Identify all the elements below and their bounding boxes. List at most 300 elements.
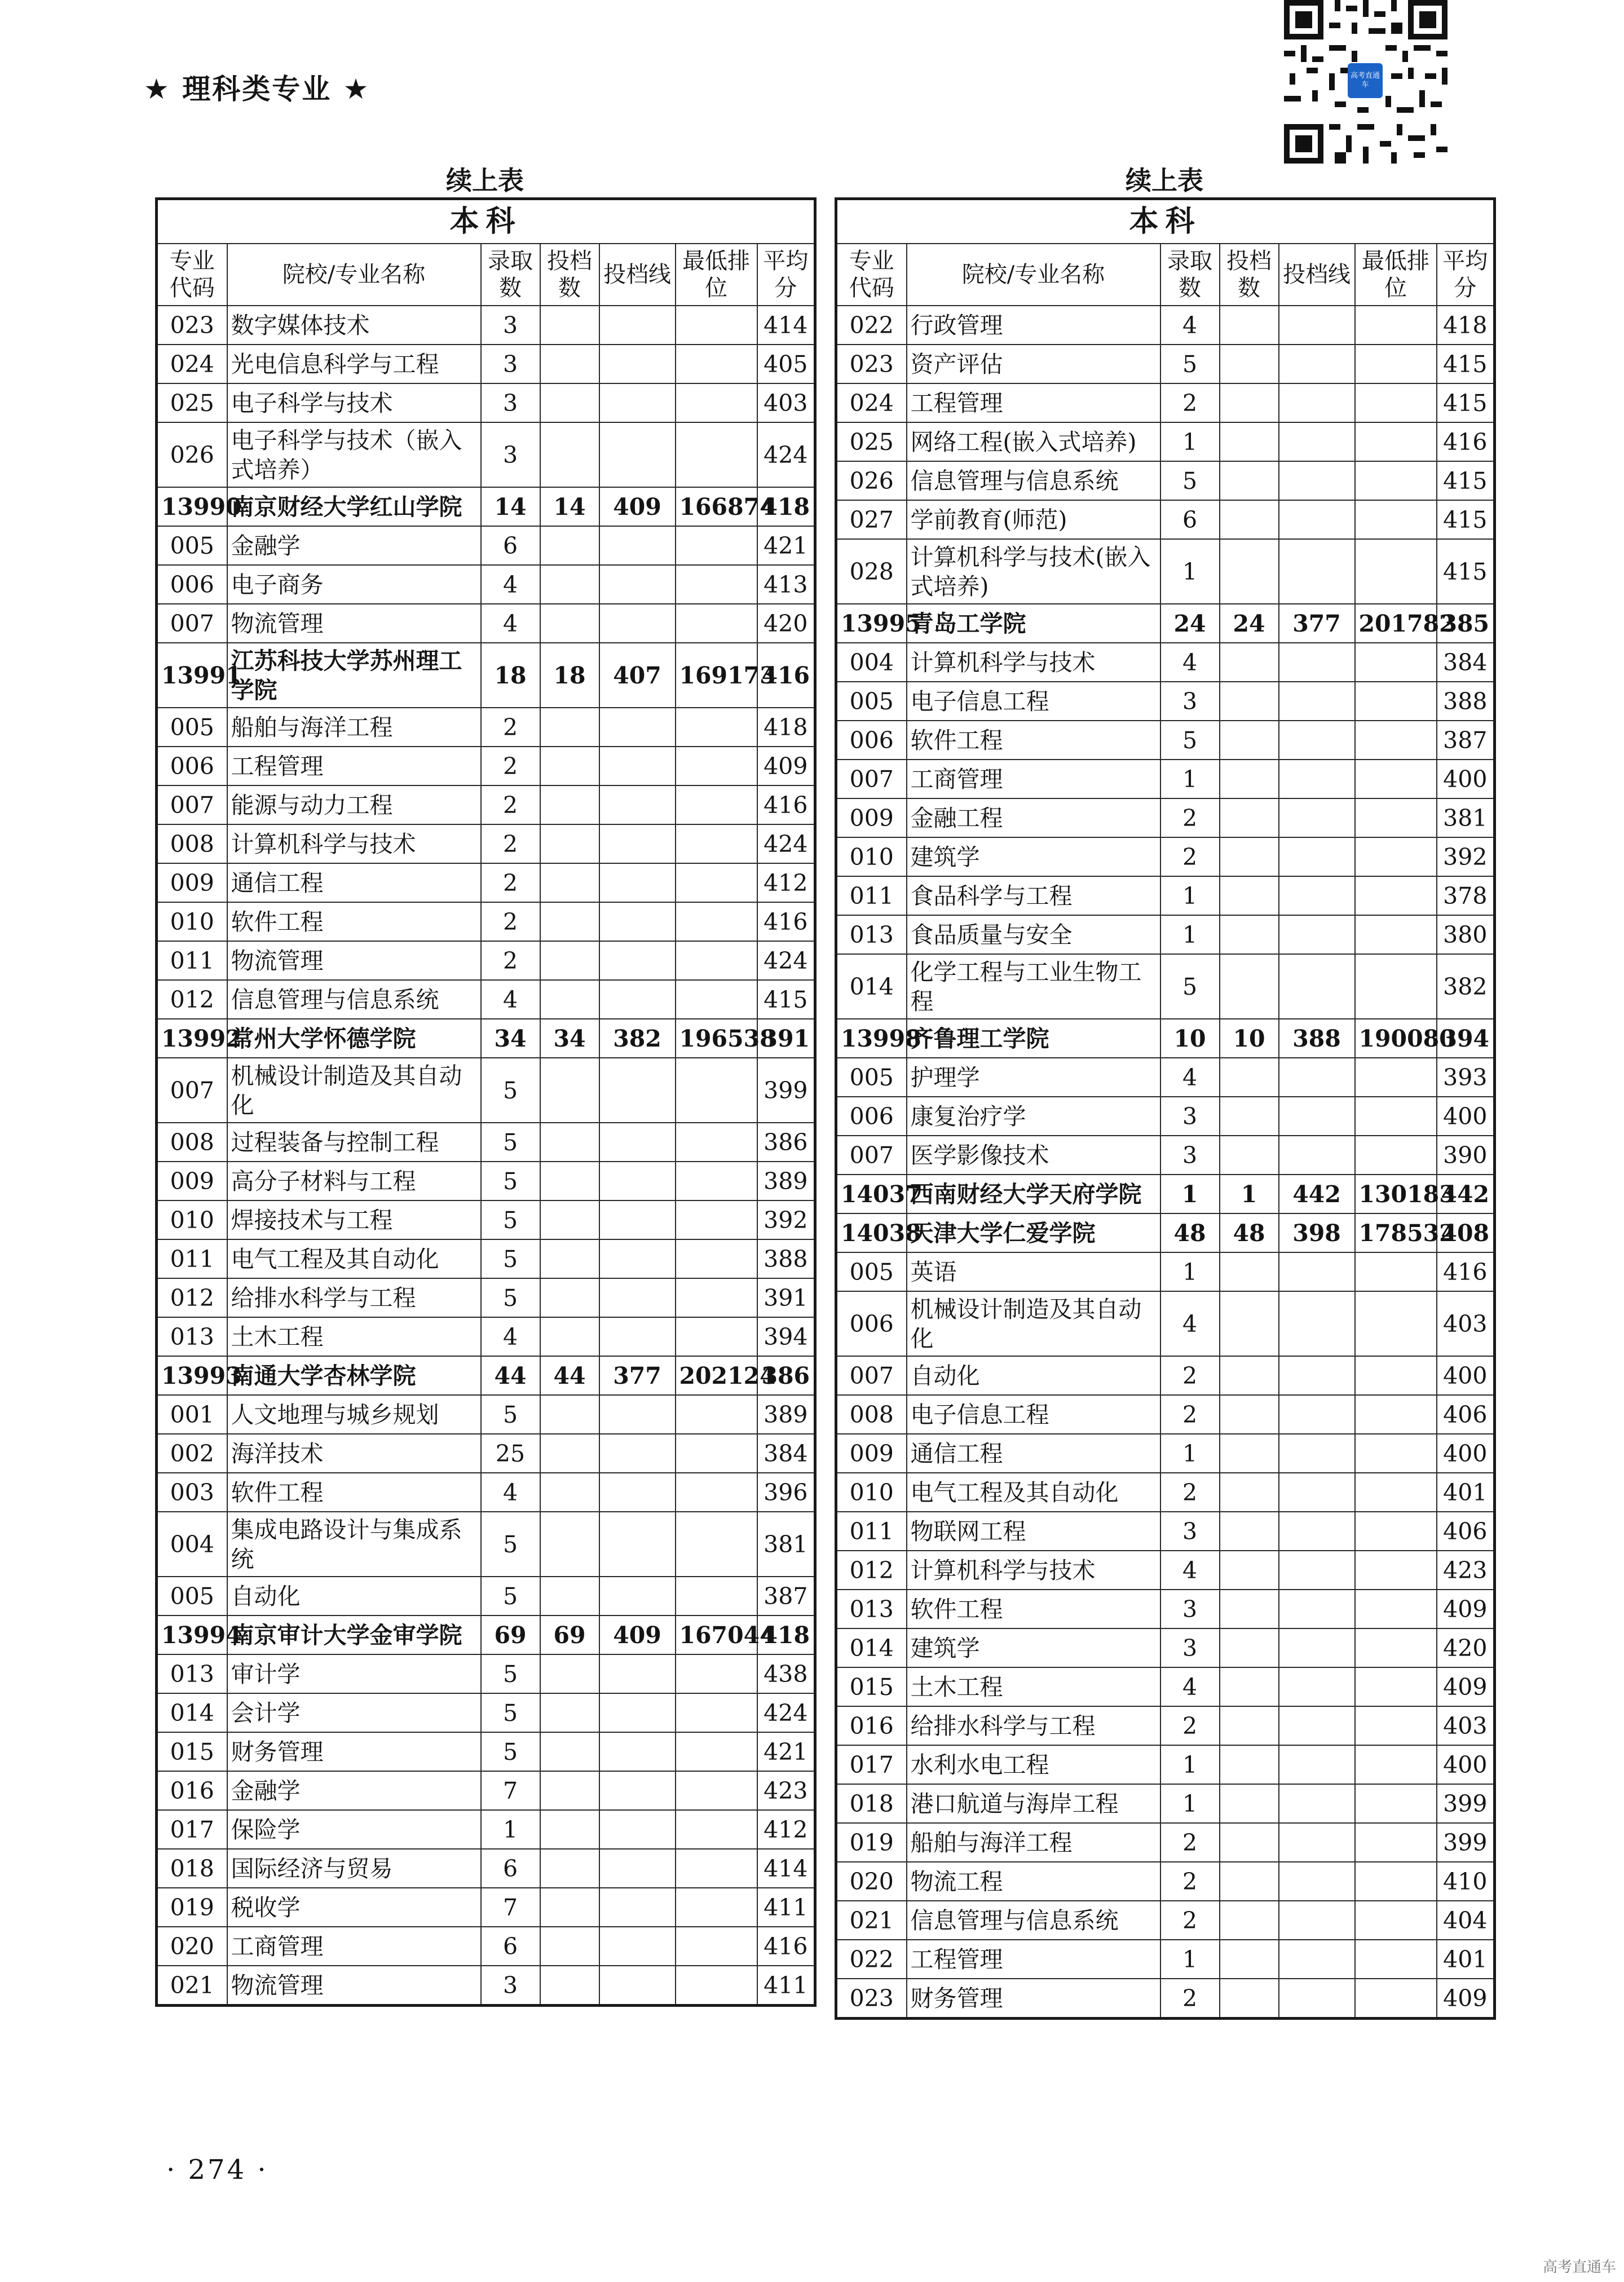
table-cell: 019 [836, 1823, 907, 1862]
col-header: 最低排位 [1355, 244, 1437, 306]
table-cell [1220, 1058, 1279, 1097]
table-cell: 415 [1437, 383, 1495, 422]
table-cell [540, 526, 599, 565]
table-cell [1220, 1823, 1279, 1862]
table-cell [1355, 383, 1437, 422]
table-cell: 金融学 [227, 1771, 481, 1810]
table-cell: 4 [1160, 1551, 1220, 1590]
table-cell: 384 [1437, 643, 1495, 682]
table-cell: 202124 [676, 1356, 757, 1395]
table-cell: 4 [1160, 1291, 1220, 1356]
table-cell [1220, 539, 1279, 604]
table-cell: 1 [1160, 422, 1220, 461]
table-cell [599, 747, 676, 785]
table-cell [599, 1058, 676, 1123]
table-cell: 税收学 [227, 1888, 481, 1927]
table-cell [599, 1654, 676, 1693]
table-cell: 工商管理 [907, 760, 1160, 798]
table-cell: 026 [157, 422, 227, 487]
table-cell [1355, 1512, 1437, 1551]
table-cell: 建筑学 [907, 1628, 1160, 1667]
table-cell [540, 1162, 599, 1200]
table-cell: 169173 [676, 643, 757, 708]
table-cell [599, 1888, 676, 1927]
table-cell: 015 [836, 1667, 907, 1706]
table-cell [599, 1123, 676, 1162]
major-row [836, 1901, 1495, 1940]
table-cell [1355, 1356, 1437, 1395]
table-cell [1355, 500, 1437, 539]
table-cell [540, 941, 599, 980]
table-cell: 008 [157, 824, 227, 863]
major-row [157, 1966, 815, 2006]
table-cell [676, 1693, 757, 1732]
table-cell [1279, 876, 1355, 915]
major-row [836, 721, 1495, 760]
table-cell: 424 [757, 941, 815, 980]
major-row [157, 1162, 815, 1200]
table-cell: 388 [1279, 1019, 1355, 1058]
table-cell: 1 [1160, 1745, 1220, 1784]
table-cell [1279, 1784, 1355, 1823]
table-cell [540, 1278, 599, 1317]
major-row [836, 760, 1495, 798]
table-cell: 020 [157, 1927, 227, 1966]
table-cell: 土木工程 [227, 1317, 481, 1356]
section-label: ★ 理科类专业 ★ [144, 73, 370, 105]
major-row [157, 747, 815, 785]
major-row [157, 1123, 815, 1162]
major-row [836, 1356, 1495, 1395]
major-row [157, 785, 815, 824]
table-cell: 004 [157, 1512, 227, 1577]
table-cell: 012 [836, 1551, 907, 1590]
table-cell: 011 [836, 876, 907, 915]
table-cell: 3 [481, 383, 540, 422]
major-row [157, 1732, 815, 1771]
table-cell [540, 1927, 599, 1966]
table-cell: 高分子材料与工程 [227, 1162, 481, 1200]
table-cell: 5 [481, 1693, 540, 1732]
table-cell: 常州大学怀德学院 [227, 1019, 481, 1058]
table-cell: 027 [836, 500, 907, 539]
major-row [157, 1200, 815, 1239]
table-cell [599, 526, 676, 565]
table-cell: 审计学 [227, 1654, 481, 1693]
table-cell: 411 [757, 1888, 815, 1927]
table-cell: 415 [757, 980, 815, 1019]
table-cell [540, 824, 599, 863]
table-cell [676, 1849, 757, 1888]
table-cell: 13994 [157, 1616, 227, 1654]
table-cell [1220, 1551, 1279, 1590]
table-cell: 电子信息工程 [907, 1395, 1160, 1434]
table-cell [540, 1849, 599, 1888]
table-cell: 5 [481, 1512, 540, 1577]
table-cell [599, 1512, 676, 1577]
table-cell: 201782 [1355, 604, 1437, 643]
table-cell [540, 1395, 599, 1434]
table-cell [1279, 798, 1355, 837]
table-cell [1279, 1823, 1355, 1862]
table-cell: 5 [481, 1732, 540, 1771]
table-cell: 377 [1279, 604, 1355, 643]
table-cell: 焊接技术与工程 [227, 1200, 481, 1239]
major-row [157, 306, 815, 345]
table-cell: 022 [836, 306, 907, 345]
table-cell [1355, 306, 1437, 345]
major-row [836, 1940, 1495, 1979]
table-cell [1220, 422, 1279, 461]
institution-row [836, 604, 1495, 643]
table-cell: 008 [836, 1395, 907, 1434]
table-cell [1220, 1940, 1279, 1979]
col-header: 专业代码 [836, 244, 907, 306]
table-cell: 025 [836, 422, 907, 461]
table-cell: 009 [836, 798, 907, 837]
table-cell: 数字媒体技术 [227, 306, 481, 345]
table-cell: 418 [757, 1616, 815, 1654]
table-cell: 18 [540, 643, 599, 708]
table-cell: 018 [836, 1784, 907, 1823]
table-cell: 014 [836, 954, 907, 1019]
table-cell: 2 [1160, 1356, 1220, 1395]
table-cell: 394 [757, 1317, 815, 1356]
table-cell: 1 [1160, 760, 1220, 798]
table-cell [676, 1771, 757, 1810]
table-cell: 4 [481, 604, 540, 643]
table-cell [540, 1888, 599, 1927]
table-cell: 学前教育(师范) [907, 500, 1160, 539]
table-cell [1279, 1291, 1355, 1356]
table-cell: 13991 [157, 643, 227, 708]
table-cell [599, 345, 676, 383]
table-cell: 196538 [676, 1019, 757, 1058]
major-row [836, 500, 1495, 539]
table-cell: 自动化 [227, 1577, 481, 1616]
institution-row [836, 1019, 1495, 1058]
table-cell: 019 [157, 1888, 227, 1927]
table-cell [1220, 876, 1279, 915]
table-cell: 007 [157, 604, 227, 643]
table-cell [1220, 306, 1279, 345]
major-row [157, 902, 815, 941]
table-cell: 3 [1160, 1590, 1220, 1628]
table-cell [540, 604, 599, 643]
table-cell [676, 1888, 757, 1927]
table-cell: 438 [757, 1654, 815, 1693]
table-cell [1220, 1628, 1279, 1667]
table-cell: 14 [481, 487, 540, 526]
table-cell [676, 526, 757, 565]
table-cell: 给排水科学与工程 [227, 1278, 481, 1317]
table-cell: 1 [1220, 1175, 1279, 1213]
table-cell [1279, 682, 1355, 721]
table-cell [599, 1693, 676, 1732]
table-cell [1220, 1356, 1279, 1395]
table-cell: 022 [836, 1940, 907, 1979]
table-cell [540, 863, 599, 902]
table-cell [1355, 721, 1437, 760]
table-cell: 013 [157, 1317, 227, 1356]
table-cell: 3 [481, 345, 540, 383]
table-cell [599, 1771, 676, 1810]
table-cell: 391 [757, 1019, 815, 1058]
major-row [836, 1628, 1495, 1667]
table-cell [540, 565, 599, 604]
table-cell: 会计学 [227, 1693, 481, 1732]
table-cell [676, 1473, 757, 1512]
table-cell [540, 785, 599, 824]
table-cell: 416 [1437, 422, 1495, 461]
table-cell [1355, 539, 1437, 604]
table-cell: 442 [1279, 1175, 1355, 1213]
table-cell [1279, 1901, 1355, 1940]
table-cell: 007 [157, 1058, 227, 1123]
table-cell: 1 [1160, 539, 1220, 604]
table-cell: 14 [540, 487, 599, 526]
table-cell: 011 [157, 941, 227, 980]
table-cell [676, 863, 757, 902]
table-cell: 410 [1437, 1862, 1495, 1901]
table-cell: 013 [836, 1590, 907, 1628]
table-cell: 水利水电工程 [907, 1745, 1160, 1784]
table-cell [676, 747, 757, 785]
table-cell: 2 [481, 902, 540, 941]
table-cell: 394 [1437, 1019, 1495, 1058]
table-cell [676, 1239, 757, 1278]
table-cell: 388 [1437, 682, 1495, 721]
table-cell: 415 [1437, 461, 1495, 500]
table-cell: 2 [1160, 1862, 1220, 1901]
right-banner: 本科 [836, 199, 1495, 244]
table-cell [540, 1317, 599, 1356]
table-cell: 保险学 [227, 1810, 481, 1849]
table-cell: 5 [1160, 721, 1220, 760]
table-cell: 船舶与海洋工程 [227, 708, 481, 747]
table-cell: 过程装备与控制工程 [227, 1123, 481, 1162]
table-cell [599, 1200, 676, 1239]
table-cell: 413 [757, 565, 815, 604]
table-cell [1220, 461, 1279, 500]
table-cell: 381 [1437, 798, 1495, 837]
table-cell [1220, 721, 1279, 760]
table-cell: 软件工程 [907, 721, 1160, 760]
table-cell [1220, 500, 1279, 539]
table-cell [1355, 1667, 1437, 1706]
table-cell: 398 [1279, 1213, 1355, 1252]
table-cell [676, 306, 757, 345]
table-cell [540, 1732, 599, 1771]
table-cell: 007 [836, 1356, 907, 1395]
table-cell: 14037 [836, 1175, 907, 1213]
table-cell [540, 1200, 599, 1239]
col-header: 平均分 [1437, 244, 1495, 306]
table-cell: 167044 [676, 1616, 757, 1654]
table-cell: 424 [757, 1693, 815, 1732]
table-cell: 软件工程 [907, 1590, 1160, 1628]
table-cell [540, 1473, 599, 1512]
right-table-body [836, 306, 1495, 2019]
table-cell: 物流工程 [907, 1862, 1160, 1901]
table-cell [599, 565, 676, 604]
table-cell [599, 306, 676, 345]
table-cell: 023 [836, 345, 907, 383]
table-cell [1355, 682, 1437, 721]
table-cell [1279, 383, 1355, 422]
table-cell [1279, 1862, 1355, 1901]
table-cell: 418 [757, 708, 815, 747]
institution-row [157, 643, 815, 708]
table-cell [1355, 1590, 1437, 1628]
table-cell [1355, 1097, 1437, 1136]
table-cell: 190080 [1355, 1019, 1437, 1058]
table-cell: 401 [1437, 1940, 1495, 1979]
table-cell [676, 1654, 757, 1693]
table-cell [540, 1693, 599, 1732]
table-cell [676, 1200, 757, 1239]
table-cell [1355, 461, 1437, 500]
table-cell: 012 [157, 980, 227, 1019]
major-row [157, 383, 815, 422]
table-cell [1220, 1901, 1279, 1940]
table-cell: 2 [1160, 1706, 1220, 1745]
major-row [157, 863, 815, 902]
table-cell: 船舶与海洋工程 [907, 1823, 1160, 1862]
table-cell: 001 [157, 1395, 227, 1434]
table-cell [540, 306, 599, 345]
table-cell: 10 [1160, 1019, 1220, 1058]
table-cell [1355, 876, 1437, 915]
table-cell: 建筑学 [907, 837, 1160, 876]
table-cell [1355, 1551, 1437, 1590]
table-cell [1279, 1395, 1355, 1434]
table-cell [1279, 1590, 1355, 1628]
table-cell: 416 [757, 902, 815, 941]
table-cell: 403 [757, 383, 815, 422]
table-cell [1220, 1512, 1279, 1551]
table-cell: 2 [481, 708, 540, 747]
table-cell: 400 [1437, 1745, 1495, 1784]
table-cell: 005 [836, 682, 907, 721]
table-cell [599, 941, 676, 980]
table-cell: 007 [836, 760, 907, 798]
table-cell [676, 1577, 757, 1616]
table-cell: 南通大学杏林学院 [227, 1356, 481, 1395]
major-row [836, 1291, 1495, 1356]
table-cell [676, 708, 757, 747]
table-cell: 2 [1160, 1823, 1220, 1862]
table-cell: 381 [757, 1512, 815, 1577]
major-row [157, 1317, 815, 1356]
table-cell: 391 [757, 1278, 815, 1317]
table-cell [599, 1162, 676, 1200]
table-cell: 407 [599, 643, 676, 708]
table-cell: 物联网工程 [907, 1512, 1160, 1551]
table-cell: 409 [1437, 1979, 1495, 2019]
table-cell [1279, 1252, 1355, 1291]
institution-row [836, 1175, 1495, 1213]
major-row [157, 526, 815, 565]
table-cell: 408 [1437, 1213, 1495, 1252]
table-cell: 齐鲁理工学院 [907, 1019, 1160, 1058]
table-cell: 4 [1160, 643, 1220, 682]
table-cell: 010 [836, 1473, 907, 1512]
table-cell: 384 [757, 1434, 815, 1473]
table-cell: 34 [481, 1019, 540, 1058]
table-cell [1355, 837, 1437, 876]
major-row [836, 383, 1495, 422]
table-cell: 医学影像技术 [907, 1136, 1160, 1175]
major-row [836, 682, 1495, 721]
table-cell: 网络工程(嵌入式培养) [907, 422, 1160, 461]
table-cell: 378 [1437, 876, 1495, 915]
table-cell [1220, 1473, 1279, 1512]
table-cell: 金融工程 [907, 798, 1160, 837]
table-cell: 006 [157, 565, 227, 604]
table-cell [1220, 1667, 1279, 1706]
table-cell: 软件工程 [227, 1473, 481, 1512]
major-row [157, 1849, 815, 1888]
table-cell [1220, 345, 1279, 383]
table-cell: 010 [157, 902, 227, 941]
table-cell [676, 1810, 757, 1849]
table-cell [1355, 1473, 1437, 1512]
table-cell: 005 [157, 1577, 227, 1616]
table-cell: 013 [836, 915, 907, 954]
table-cell: 土木工程 [907, 1667, 1160, 1706]
table-cell [1355, 345, 1437, 383]
table-cell [1279, 1473, 1355, 1512]
table-cell: 389 [757, 1162, 815, 1200]
table-cell: 015 [157, 1732, 227, 1771]
table-cell: 6 [481, 1927, 540, 1966]
table-cell: 415 [1437, 539, 1495, 604]
table-cell: 006 [836, 721, 907, 760]
institution-row [157, 1019, 815, 1058]
table-cell [599, 824, 676, 863]
major-row [836, 1434, 1495, 1473]
table-cell: 工程管理 [907, 1940, 1160, 1979]
table-cell [1355, 1979, 1437, 2019]
institution-row [157, 1356, 815, 1395]
table-cell: 3 [1160, 1136, 1220, 1175]
table-cell: 电子科学与技术 [227, 383, 481, 422]
table-cell [1279, 1940, 1355, 1979]
table-cell [1220, 643, 1279, 682]
table-cell [1355, 1628, 1437, 1667]
table-cell: 13990 [157, 487, 227, 526]
table-cell: 013 [157, 1654, 227, 1693]
table-cell: 3 [481, 422, 540, 487]
col-header: 投档线 [1279, 244, 1355, 306]
table-cell [540, 902, 599, 941]
table-cell [1220, 1979, 1279, 2019]
left-table-body [157, 306, 815, 2006]
major-row [157, 1888, 815, 1927]
table-cell [599, 902, 676, 941]
table-cell: 5 [1160, 345, 1220, 383]
institution-row [157, 1616, 815, 1654]
table-cell: 信息管理与信息系统 [227, 980, 481, 1019]
major-row [836, 1862, 1495, 1901]
table-cell: 412 [757, 1810, 815, 1849]
table-cell: 005 [157, 526, 227, 565]
table-cell: 2 [481, 747, 540, 785]
major-row [836, 915, 1495, 954]
table-cell: 信息管理与信息系统 [907, 461, 1160, 500]
table-cell: 1 [1160, 1175, 1220, 1213]
